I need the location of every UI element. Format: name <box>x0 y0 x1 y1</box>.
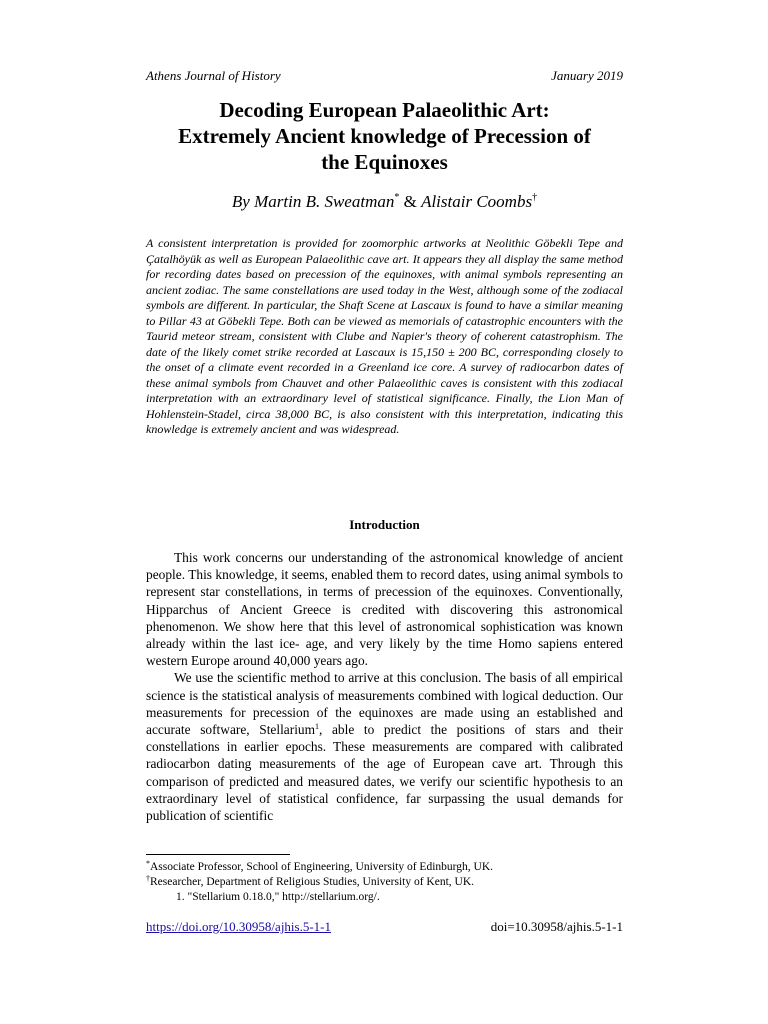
author-2: Alistair Coombs <box>421 192 533 211</box>
paragraph-1: This work concerns our understanding of the astronomical knowledge of ancient people. This knowledge, it seems, enabled them to record dates, using animal symbols to represent star constellations, in terms of precession of the equinoxes. Conventionally, Hipparchus of Ancient Greece is credited with discovering this astronomical phenomenon. We show here that this level of astronomical sophistication was known already within the last ice- age, and very likely by the time Homo sapiens entered western Europe around 40,000 years ago. <box>146 550 623 669</box>
footnote-ref-1[interactable]: 1 <box>315 722 320 732</box>
footnote-mark-asterisk: * <box>146 859 150 868</box>
journal-name: Athens Journal of History <box>146 68 281 83</box>
title-line-2: Extremely Ancient knowledge of Precession of <box>178 124 591 148</box>
author-2-mark: † <box>532 192 538 203</box>
running-header <box>146 68 623 86</box>
footnotes <box>146 860 623 905</box>
footnote-affiliation-1 <box>146 860 623 875</box>
footnote-1: 1. "Stellarium 0.18.0," http://stellarium.org/. <box>176 891 380 903</box>
footnote-affiliation-2 <box>146 875 623 890</box>
paragraph-2-text-a: We use the scientific method to arrive at this conclusion. The basis of all empirical science is the statistical analysis of measurements combined with logical deduction. Our measurements for precession of the equinoxes are made using an established and accurate software, Stellarium <box>146 670 623 738</box>
footnote-divider <box>146 854 290 855</box>
paragraph-2 <box>146 669 623 824</box>
paper-title <box>146 97 623 175</box>
page-footer <box>146 919 623 937</box>
section-heading-introduction: Introduction <box>349 517 420 532</box>
author-1-mark: * <box>394 192 400 203</box>
introduction-body <box>146 549 623 824</box>
title-line-1: Decoding European Palaeolithic Art: <box>219 98 550 122</box>
doi-link[interactable]: https://doi.org/10.30958/ajhis.5-1-1 <box>146 919 332 934</box>
footnote-text: Associate Professor, School of Engineering, University of Edinburgh, UK. <box>150 861 493 873</box>
issue-date: January 2019 <box>551 68 623 83</box>
footnote-mark-dagger: † <box>146 874 150 883</box>
abstract: A consistent interpretation is provided for zoomorphic artworks at Neolithic Göbekli Tepe and Çatalhöyük as well as European Palaeolithic cave art. It appears they all display the same method for recording dates based on precession of the equinoxes, with animal symbols representing an ancient zodiac. The same constellations are used today in the West, although some of the zodiacal symbols are different. In particular, the Shaft Scene at Lascaux is found to have a similar meaning to Pillar 43 at Göbekli Tepe. Both can be viewed as memorials of catastrophic encounters with the Taurid meteor stream, consistent with Clube and Napier's theory of coherent catastrophism. The date of the likely comet strike recorded at Lascaux is 15,150 ± 200 BC, corresponding closely to the onset of a climate event recorded in a Greenland ice core. A survey of radiocarbon dates of these animal symbols from Chauvet and other Palaeolithic caves is consistent with this zodiacal interpretation with an extraordinary level of statistical significance. Finally, the Lion Man of Hohlenstein-Stadel, circa 38,000 BC, is also consistent with this interpretation, indicating this knowledge is extremely ancient and was widespread. <box>146 236 623 436</box>
footnote-text: Researcher, Department of Religious Studies, University of Kent, UK. <box>150 876 475 888</box>
author-line <box>146 192 623 212</box>
title-line-3: the Equinoxes <box>321 150 448 174</box>
author-conjunction: & <box>399 192 422 211</box>
author-1: By Martin B. Sweatman <box>231 192 395 211</box>
paragraph-2-text-b: , able to predict the positions of stars and their constellations in earlier epochs. These measurements are compared with calibrated radiocarbon dating measurements of the age of European cave art. Through this comparison of predicted and measured dates, we verify our scientific hypothesis to an extraordinary level of statistical confidence, far surpassing the usual demands for publication of scientific <box>146 722 623 824</box>
doi-identifier: doi=10.30958/ajhis.5-1-1 <box>490 919 623 934</box>
